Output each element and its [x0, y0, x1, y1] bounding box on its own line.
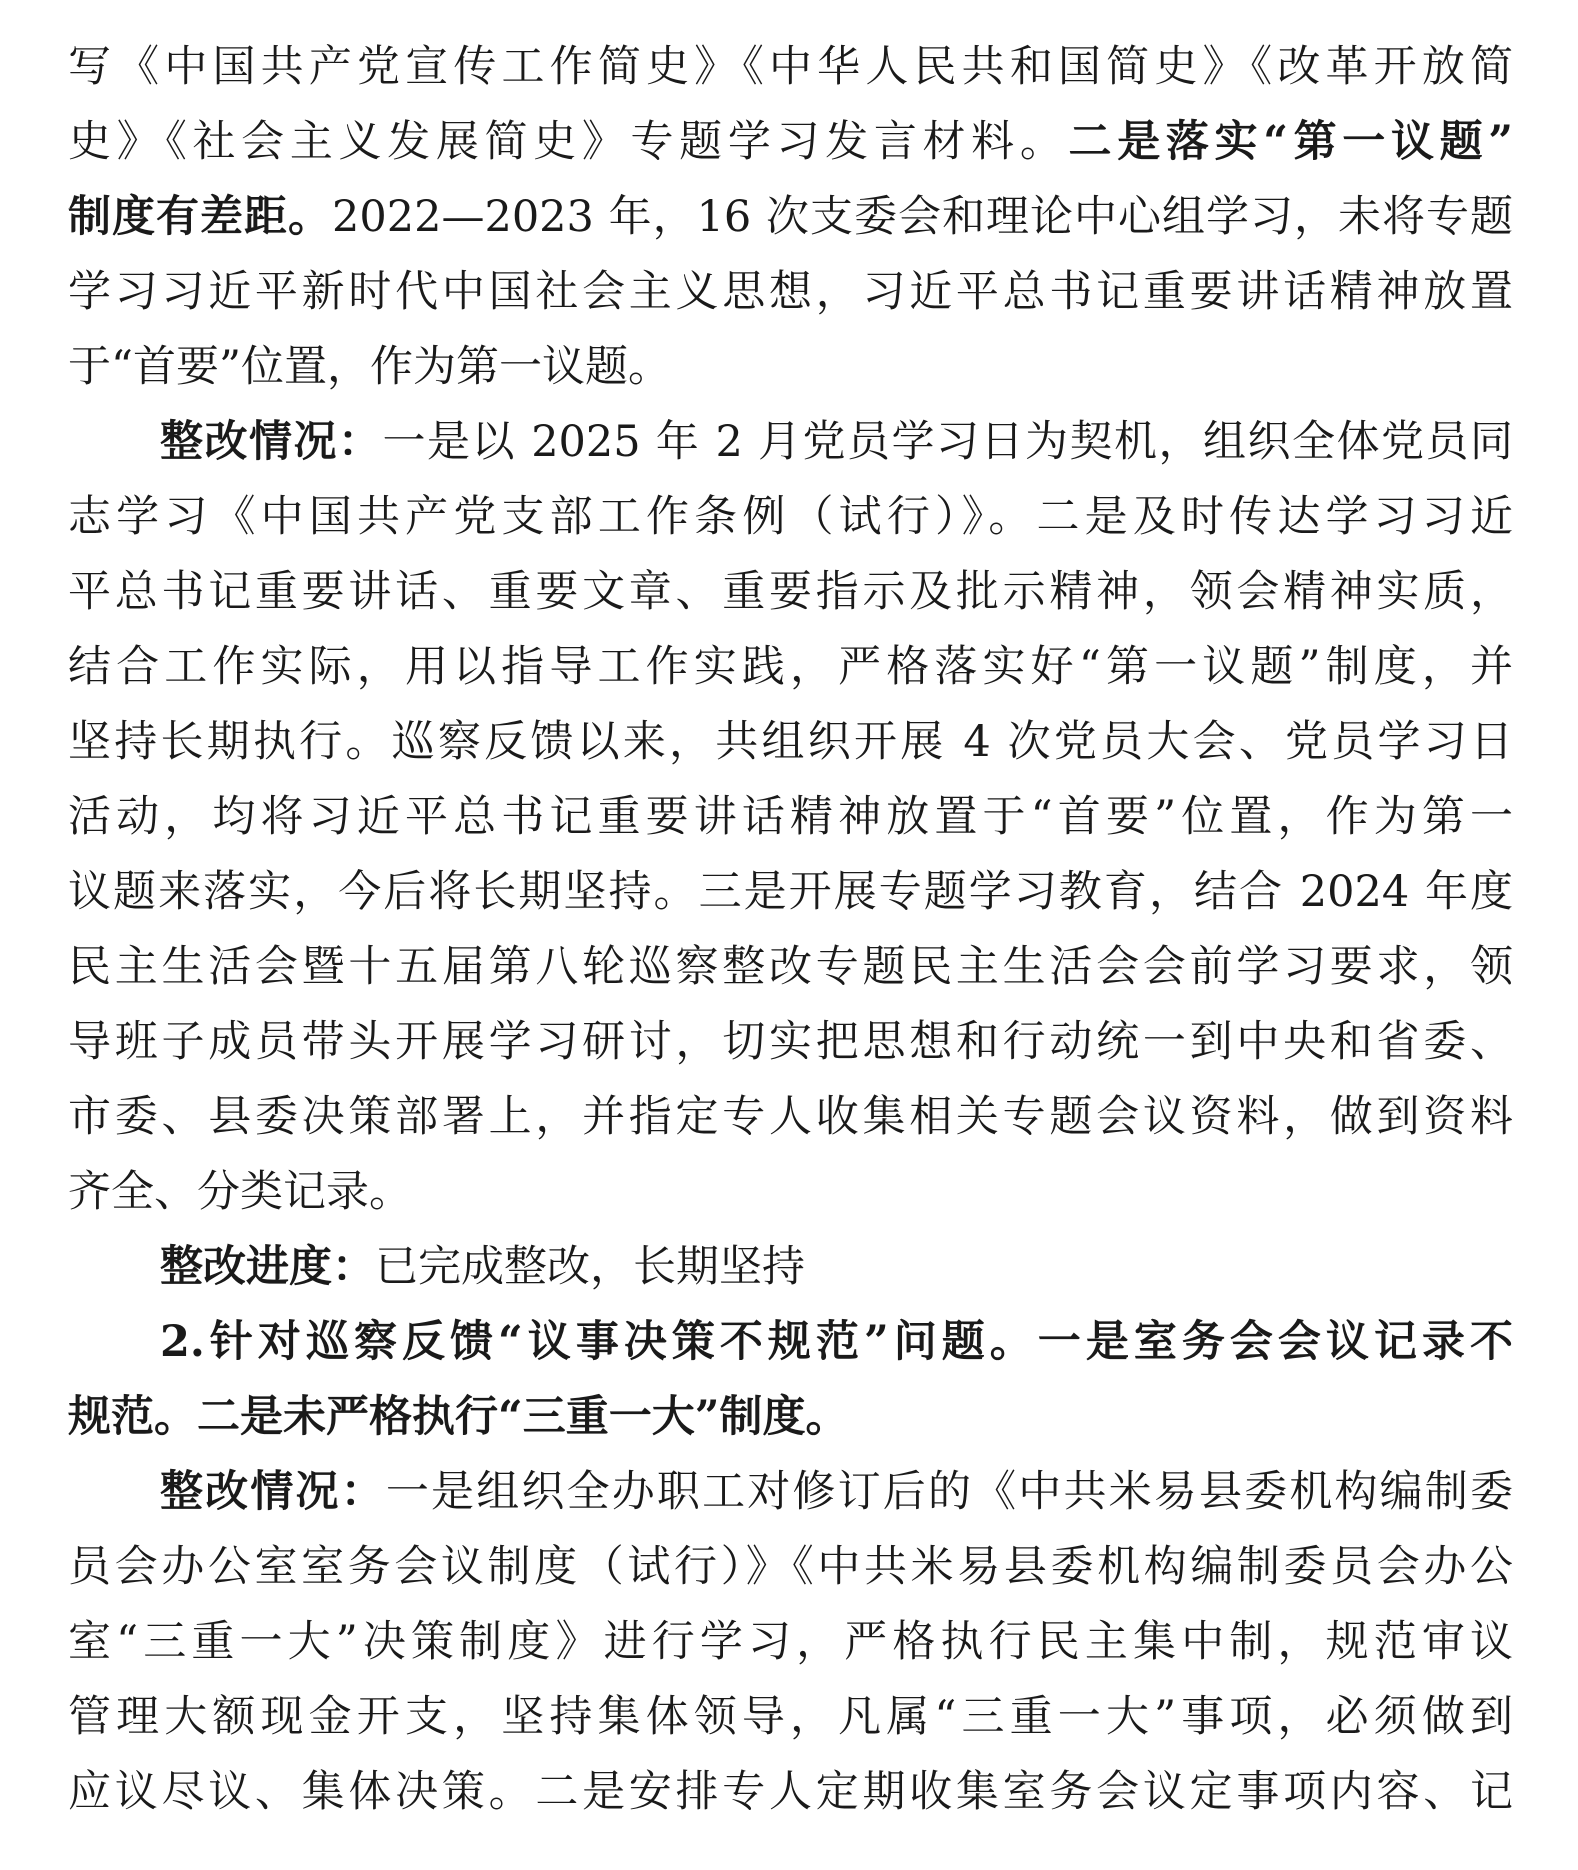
- bold-text-span: 规范。二是未严格执行“三重一大”制度。: [68, 1392, 849, 1442]
- text-line: [68, 1230, 1513, 1305]
- text-line: [68, 405, 1513, 480]
- text-span: 已完成整改，长期坚持: [375, 1242, 805, 1292]
- text-line: [68, 1680, 1513, 1755]
- text-span: 室“三重一大”决策制度》进行学习，严格执行民主集中制，规范审议: [68, 1617, 1513, 1667]
- text-line: [68, 180, 1513, 255]
- text-span: 齐全、分类记录。: [68, 1167, 412, 1217]
- bold-text-span: 2.针对巡察反馈“议事决策不规范”问题。一是室务会会议记录不: [160, 1317, 1513, 1367]
- text-line: [68, 705, 1513, 780]
- text-span: 管理大额现金开支，坚持集体领导，凡属“三重一大”事项，必须做到: [68, 1692, 1513, 1742]
- text-span: 于“首要”位置，作为第一议题。: [68, 342, 671, 392]
- text-line: [68, 255, 1513, 330]
- text-span: 学习习近平新时代中国社会主义思想，习近平总书记重要讲话精神放置: [68, 267, 1513, 317]
- text-span: 2022—2023 年，16 次支委会和理论中心组学习，未将专题: [332, 192, 1514, 242]
- text-span: 志学习《中国共产党支部工作条例（试行）》。二是及时传达学习习近: [68, 492, 1513, 542]
- text-line: [68, 630, 1513, 705]
- text-span: 导班子成员带头开展学习研讨，切实把思想和行动统一到中央和省委、: [68, 1017, 1513, 1067]
- section-label: 整改情况：: [160, 1467, 386, 1517]
- section-label: 整改情况：: [160, 417, 383, 467]
- bold-text-span: 二是落实“第一议题”: [1068, 117, 1514, 167]
- text-span: 应议尽议、集体决策。二是安排专人定期收集室务会议定事项内容、记: [68, 1767, 1513, 1817]
- document-page: [68, 30, 1513, 1830]
- text-span: 坚持长期执行。巡察反馈以来，共组织开展 4 次党员大会、党员学习日: [68, 717, 1513, 767]
- text-span: 民主生活会暨十五届第八轮巡察整改专题民主生活会会前学习要求，领: [68, 942, 1513, 992]
- bold-text-span: 制度有差距。: [68, 192, 333, 242]
- text-span: 结合工作实际，用以指导工作实践，严格落实好“第一议题”制度，并: [68, 642, 1513, 692]
- text-line: [68, 30, 1513, 105]
- text-span: 员会办公室室务会议制度（试行）》《中共米易县委机构编制委员会办公: [68, 1542, 1513, 1592]
- text-line: [68, 1005, 1513, 1080]
- text-line: [68, 1755, 1513, 1830]
- text-line: [68, 105, 1513, 180]
- text-line: [68, 1080, 1513, 1155]
- text-span: 写《中国共产党宣传工作简史》《中华人民共和国简史》《改革开放简: [68, 42, 1513, 92]
- text-line: [68, 1155, 1513, 1230]
- text-line: [68, 855, 1513, 930]
- text-line: [68, 1380, 1513, 1455]
- text-line: [68, 1605, 1513, 1680]
- text-line: [68, 1455, 1513, 1530]
- text-line: [68, 1305, 1513, 1380]
- text-span: 议题来落实，今后将长期坚持。三是开展专题学习教育，结合 2024 年度: [68, 867, 1513, 917]
- text-span: 一是以 2025 年 2 月党员学习日为契机，组织全体党员同: [382, 417, 1514, 467]
- text-line: [68, 930, 1513, 1005]
- text-line: [68, 555, 1513, 630]
- text-line: [68, 1530, 1513, 1605]
- section-label: 整改进度：: [160, 1242, 375, 1292]
- text-line: [68, 480, 1513, 555]
- text-span: 市委、县委决策部署上，并指定专人收集相关专题会议资料，做到资料: [68, 1092, 1513, 1142]
- text-line: [68, 330, 1513, 405]
- text-span: 平总书记重要讲话、重要文章、重要指示及批示精神，领会精神实质，: [68, 567, 1513, 617]
- text-span: 一是组织全办职工对修订后的《中共米易县委机构编制委: [385, 1467, 1514, 1517]
- text-span: 活动，均将习近平总书记重要讲话精神放置于“首要”位置，作为第一: [68, 792, 1513, 842]
- text-line: [68, 780, 1513, 855]
- text-span: 史》《社会主义发展简史》专题学习发言材料。: [68, 117, 1069, 167]
